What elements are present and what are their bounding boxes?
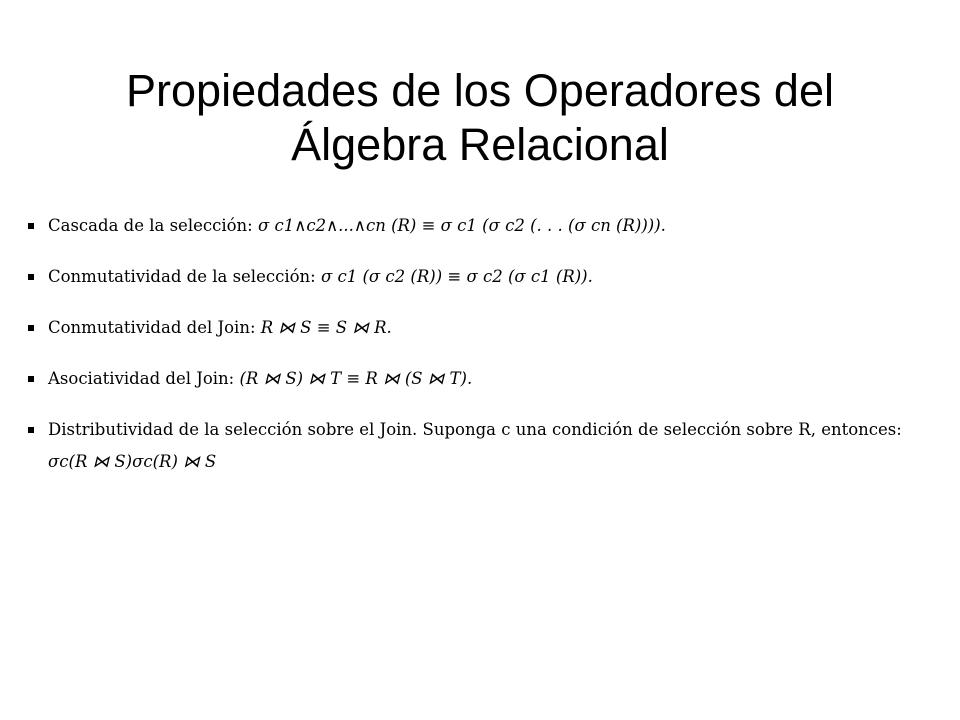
list-item-cascada	[26, 210, 946, 242]
bullet-label: Asociatividad del Join:	[48, 369, 235, 388]
bullet-label: Cascada de la selección:	[48, 216, 253, 235]
bullet-formula: σ c1∧c2∧...∧cn (R) ≡ σ c1 (σ c2 (. . . (σ cn (R)))).	[258, 216, 666, 235]
square-bullet-icon	[28, 427, 34, 433]
bullet-label: Conmutatividad del Join:	[48, 318, 256, 337]
bullet-formula: σ c1 (σ c2 (R)) ≡ σ c2 (σ c1 (R)).	[320, 267, 593, 286]
square-bullet-icon	[28, 223, 34, 229]
bullet-label: Conmutatividad de la selección:	[48, 267, 316, 286]
list-item-conmutatividad-seleccion	[26, 261, 946, 293]
bullet-formula-continuation: σc(R ⋈ S)σc(R) ⋈ S	[48, 452, 217, 471]
bullet-formula: (R ⋈ S) ⋈ T ≡ R ⋈ (S ⋈ T).	[239, 369, 473, 388]
bullet-label: Distributividad de la selección sobre el Join. Suponga c una condición de selección sobre R, entonces:	[48, 420, 902, 439]
list-item-conmutatividad-join	[26, 312, 946, 344]
list-item-distributividad	[26, 414, 946, 478]
slide-title-line-2: Álgebra Relacional	[291, 119, 669, 171]
list-item-asociatividad-join	[26, 363, 946, 395]
slide-title-line-1: Propiedades de los Operadores del	[126, 65, 834, 117]
property-list	[26, 210, 946, 497]
slide-title	[0, 64, 960, 172]
bullet-formula: R ⋈ S ≡ S ⋈ R.	[260, 318, 392, 337]
square-bullet-icon	[28, 274, 34, 280]
square-bullet-icon	[28, 376, 34, 382]
square-bullet-icon	[28, 325, 34, 331]
